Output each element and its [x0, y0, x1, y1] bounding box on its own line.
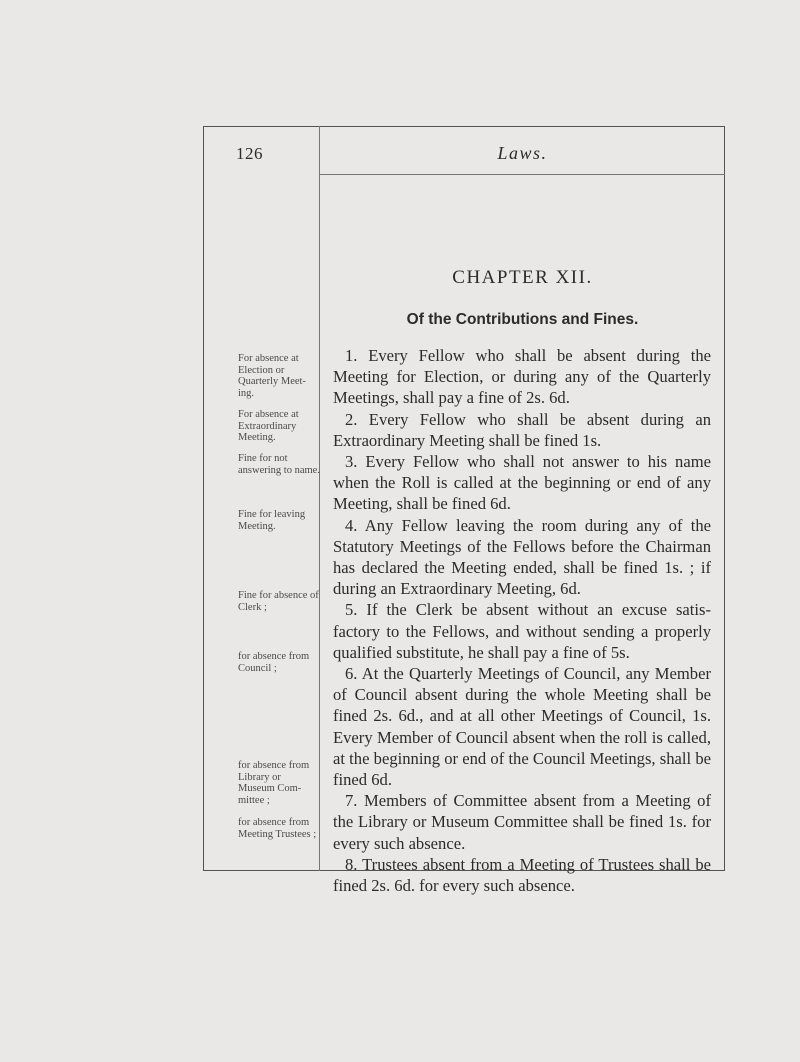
header-rule: [320, 174, 725, 175]
paragraph-4: 4. Any Fellow leaving the room during any of the Statutory Meetings of the Fellows before the Chairman has declared the Meeting ended, shall be fined 1s. ; if during an Extraordinary Meeting, 6d.: [333, 515, 711, 599]
margin-note-roll-call-fine: Fine for not answering to name.: [238, 453, 320, 476]
margin-note-election-absence: For absence at Election or Quarterly Meet-ing.: [238, 353, 306, 399]
running-head: Laws.: [497, 143, 548, 163]
paragraph-1: 1. Every Fellow who shall be absent during the Meeting for Election, or during any of the Quarterly Meetings, shall pay a fine of 2s. 6d.: [333, 346, 711, 408]
paragraph-7: 7. Members of Committee absent from a Meeting of the Library or Museum Committee shall be fined 1s. for every such absence.: [333, 791, 711, 853]
paragraph-5: 5. If the Clerk be absent without an excuse satis-factory to the Fellows, and without sending a properly qualified substitute, he shall pay a fine of 5s.: [333, 600, 711, 662]
margin-note-trustees-fine: for absence from Meeting Trustees ;: [238, 817, 317, 840]
margin-note-committee-fine: for absence from Library or Museum Com-mittee ;: [238, 760, 310, 806]
chapter-subtitle: Of the Contributions and Fines.: [406, 311, 639, 328]
chapter-body: [333, 345, 711, 896]
margin-note-leaving-fine: Fine for leaving Meeting.: [238, 509, 306, 532]
page-number: 126: [236, 144, 263, 163]
margin-note-extraordinary-absence: For absence at Extraordinary Meeting.: [238, 409, 299, 443]
chapter-title: CHAPTER XII.: [452, 267, 593, 288]
paragraph-6: 6. At the Quarterly Meetings of Council, any Member of Council absent during the whole Meeting shall be fined 2s. 6d., and at all other Meetings of Council, 1s. Every Member of Council absent when the roll is called, at the beginning or end of the Council Meetings, shall be fined 6d.: [333, 664, 711, 790]
paragraph-8: 8. Trustees absent from a Meeting of Trustees shall be fined 2s. 6d. for every such absence.: [333, 854, 711, 896]
margin-note-clerk-fine: Fine for absence of Clerk ;: [238, 590, 319, 613]
paragraph-3: 3. Every Fellow who shall not answer to his name when the Roll is called at the beginning or end of any Meeting, shall be fined 6d.: [333, 452, 711, 514]
margin-note-council-fine: for absence from Council ;: [238, 651, 310, 674]
paragraph-2: 2. Every Fellow who shall be absent during an Extraordinary Meeting shall be fined 1s.: [333, 409, 711, 450]
